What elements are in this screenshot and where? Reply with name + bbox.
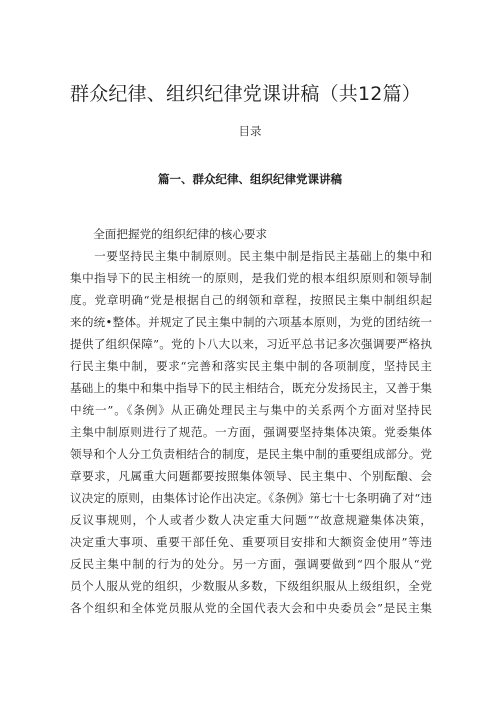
text-line: 员个人服从党的组织，少数服从多数，下级组织服从上级组织，全党	[70, 579, 432, 593]
table-of-contents-label: 目录	[238, 124, 262, 138]
body-text	[70, 223, 432, 619]
text-line: 基础上的集中和集中指导下的民主相结合，既充分发扬民主，又善于集	[70, 381, 432, 395]
text-line: 集中指导下的民主相统一的原则，是我们党的根本组织原则和领导制	[70, 271, 432, 285]
text-line: 章要求，凡属重大问题都要按照集体领导、民主集中、个别酝酿、会	[70, 469, 432, 483]
paragraph-heading: 全面把握党的组织纪律的核心要求	[70, 227, 268, 241]
text-line: 决定重大事项、重要干部任免、重要项目安排和大额资金使用”等违	[70, 535, 432, 549]
text-line: 度。党章明确“党是根据自己的纲领和章程，按照民主集中制组织起	[70, 293, 432, 307]
section-heading: 篇一、群众纪律、组织纪律党课讲稿	[158, 172, 342, 186]
text-line: 中统一”。《条例》从正确处理民主与集中的关系两个方面对坚持民	[70, 403, 432, 417]
text-line: 提供了组织保障”。党的卜八大以来，习近平总书记多次强调要严格执	[70, 337, 432, 351]
text-line: 领导和个人分工负责相结合的制度，是民主集中制的重要组成部分。党	[70, 447, 432, 461]
text-line: 各个组织和全体党员服从党的全国代表大会和中央委员会”是民主集	[70, 601, 432, 615]
document-title: 群众纪律、组织纪律党课讲稿（共12篇）	[70, 83, 421, 105]
text-line: 主集中制原则进行了规范。一方面，强调要坚持集体决策。党委集体	[70, 425, 432, 439]
text-line: 来的统•整体。并规定了民主集中制的六项基本原则，为党的团结统一	[70, 315, 432, 329]
text-line: 反议事规则，个人或者少数人决定重大问题”“故意规避集体决策，	[70, 513, 432, 527]
text-line: 议决定的原则，由集体讨论作出决定。《条例》第七十七条明确了对“违	[70, 491, 432, 505]
text-line: 行民主集中制，要求“完善和落实民主集中制的各项制度，坚持民主	[70, 359, 432, 373]
text-line: 反民主集中制的行为的处分。另一方面，强调要做到“四个服从“党	[70, 557, 432, 571]
text-line: 一要坚持民主集中制原则。民主集中制是指民主基础上的集中和	[70, 249, 432, 263]
